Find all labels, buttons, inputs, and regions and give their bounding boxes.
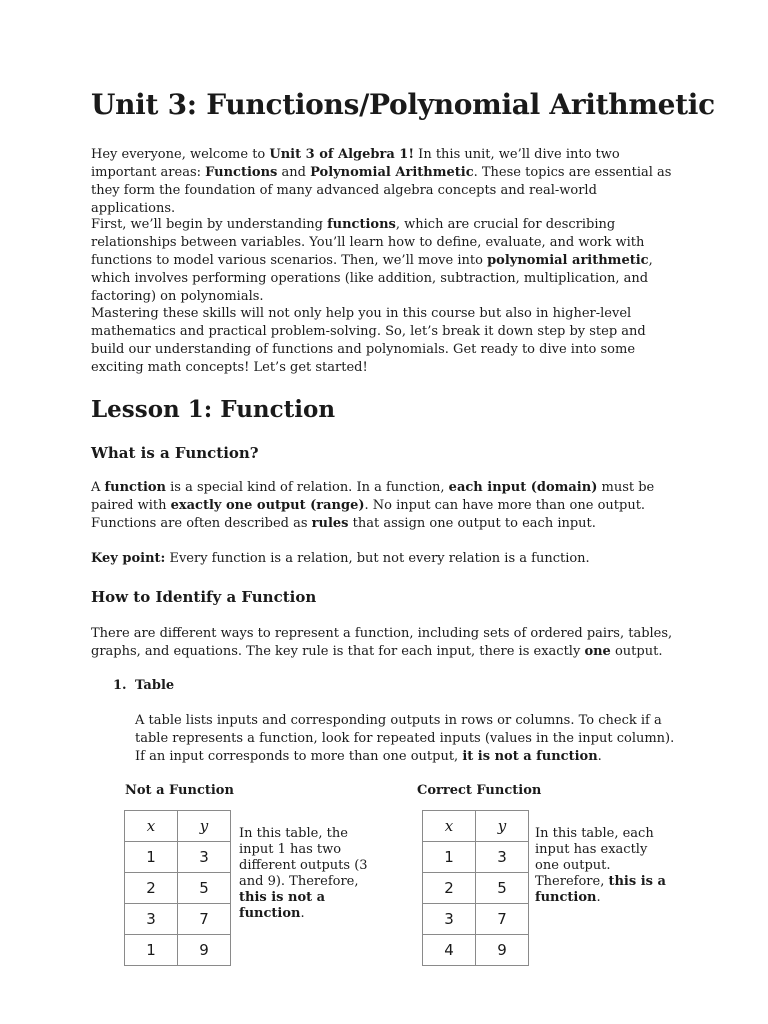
table-header-cell: x — [423, 811, 476, 842]
table-cell: 3 — [125, 904, 178, 935]
table-row — [423, 873, 529, 904]
table-header-cell: x — [125, 811, 178, 842]
intro-paragraph-1 — [91, 146, 681, 218]
text-run: and — [277, 165, 311, 180]
text-run: In this table, the input 1 has two different outputs (3 and 9). Therefore, — [239, 826, 368, 889]
table-cell: 3 — [423, 904, 476, 935]
table-row — [423, 842, 529, 873]
table-row — [423, 904, 529, 935]
text-run: that assign one output to each input. — [348, 516, 596, 531]
table-header-cell: y — [178, 811, 231, 842]
table-cell: 7 — [476, 904, 529, 935]
text-run: . — [300, 906, 305, 921]
table-header-cell: y — [476, 811, 529, 842]
bold-text: Key point: — [91, 551, 166, 566]
bold-text: this is not a function — [239, 890, 326, 921]
text-run: . No input can have more than one output. Functions are often described as — [91, 498, 646, 531]
table-cell: 5 — [178, 873, 231, 904]
what-is-function-heading: What is a Function? — [91, 444, 259, 462]
text-run: First, we’ll begin by understanding — [91, 217, 328, 232]
bold-text: it is not a function — [462, 749, 598, 764]
table-cell: 1 — [125, 842, 178, 873]
table-row — [125, 904, 231, 935]
correct-function-note — [535, 826, 671, 906]
table-cell: 2 — [125, 873, 178, 904]
text-run: , which are crucial for describing relationships between variables. You’ll learn how to define, evaluate, and work with functions to model various scenarios. Then, we’ll move into — [91, 217, 645, 268]
table-header-row — [423, 811, 529, 842]
bold-text: this is a function — [535, 874, 666, 905]
text-run: A table lists inputs and corresponding outputs in rows or columns. To check if a table represents a function, look for repeated inputs (values in the input column). If an input corresponds to more than one output, — [135, 713, 675, 764]
table-cell: 1 — [423, 842, 476, 873]
list-item-table — [113, 678, 174, 693]
bold-text: Functions — [205, 165, 278, 180]
bold-text: polynomial arithmetic — [487, 253, 649, 268]
table-cell: 9 — [476, 935, 529, 966]
text-run: Mastering these skills will not only help you in this course but also in higher-level mathematics and practical problem-solving. So, let’s break it down step by step and build our understanding of functions and polynomials. Get ready to dive into some exciting math concepts! Let’s get started! — [91, 306, 646, 375]
correct-function-table — [422, 810, 529, 966]
text-run: must be paired with — [91, 480, 655, 513]
table-row — [125, 842, 231, 873]
lesson-heading: Lesson 1: Function — [91, 396, 336, 423]
table-cell: 9 — [178, 935, 231, 966]
table-cell: 4 — [423, 935, 476, 966]
bold-text: each input (domain) — [448, 480, 598, 495]
not-function-table — [124, 810, 231, 966]
table-cell: 3 — [178, 842, 231, 873]
intro-paragraph-3 — [91, 305, 681, 377]
key-point — [91, 550, 681, 568]
text-run: output. — [610, 644, 663, 659]
table-cell: 1 — [125, 935, 178, 966]
intro-paragraph-2 — [91, 216, 681, 306]
identify-function-text — [91, 625, 681, 661]
text-run: Every function is a relation, but not every relation is a function. — [165, 551, 590, 566]
bold-text: function — [104, 480, 167, 495]
table-row — [125, 935, 231, 966]
text-run: is a special kind of relation. In a function, — [166, 480, 449, 495]
bold-text: functions — [327, 217, 396, 232]
text-run: A — [91, 480, 105, 495]
bold-text: rules — [311, 516, 349, 531]
table-row — [423, 935, 529, 966]
text-run: . These topics are essential as they form the foundation of many advanced algebra concepts and real-world applications. — [91, 165, 672, 216]
list-item-label: Table — [135, 678, 175, 693]
not-function-caption: Not a Function — [125, 783, 234, 798]
bold-text: Polynomial Arithmetic — [310, 165, 474, 180]
text-run: , which involves performing operations (like addition, subtraction, multiplication, and factoring) on polynomials. — [91, 253, 653, 304]
table-header-row — [125, 811, 231, 842]
table-cell: 2 — [423, 873, 476, 904]
table-cell: 5 — [476, 873, 529, 904]
text-run: There are different ways to represent a function, including sets of ordered pairs, tables, graphs, and equations. The key rule is that for each input, there is exactly — [91, 626, 673, 659]
text-run: In this unit, we’ll dive into two important areas: — [91, 147, 620, 180]
correct-function-caption: Correct Function — [417, 783, 542, 798]
page-title: Unit 3: Functions/Polynomial Arithmetic — [91, 88, 715, 121]
text-run: Hey everyone, welcome to — [91, 147, 270, 162]
text-run: . — [596, 890, 601, 905]
bold-text: one — [584, 644, 611, 659]
bold-text: Unit 3 of Algebra 1! — [269, 147, 415, 162]
text-run: In this table, each input has exactly one output. Therefore, — [535, 826, 654, 889]
text-run: . — [597, 749, 602, 764]
bold-text: exactly one output (range) — [170, 498, 365, 513]
identify-function-heading: How to Identify a Function — [91, 588, 317, 606]
not-function-note — [239, 826, 381, 922]
table-row — [125, 873, 231, 904]
table-cell: 7 — [178, 904, 231, 935]
list-item-number: 1. — [113, 678, 127, 693]
function-definition — [91, 479, 681, 533]
table-cell: 3 — [476, 842, 529, 873]
table-explanation — [135, 712, 681, 766]
